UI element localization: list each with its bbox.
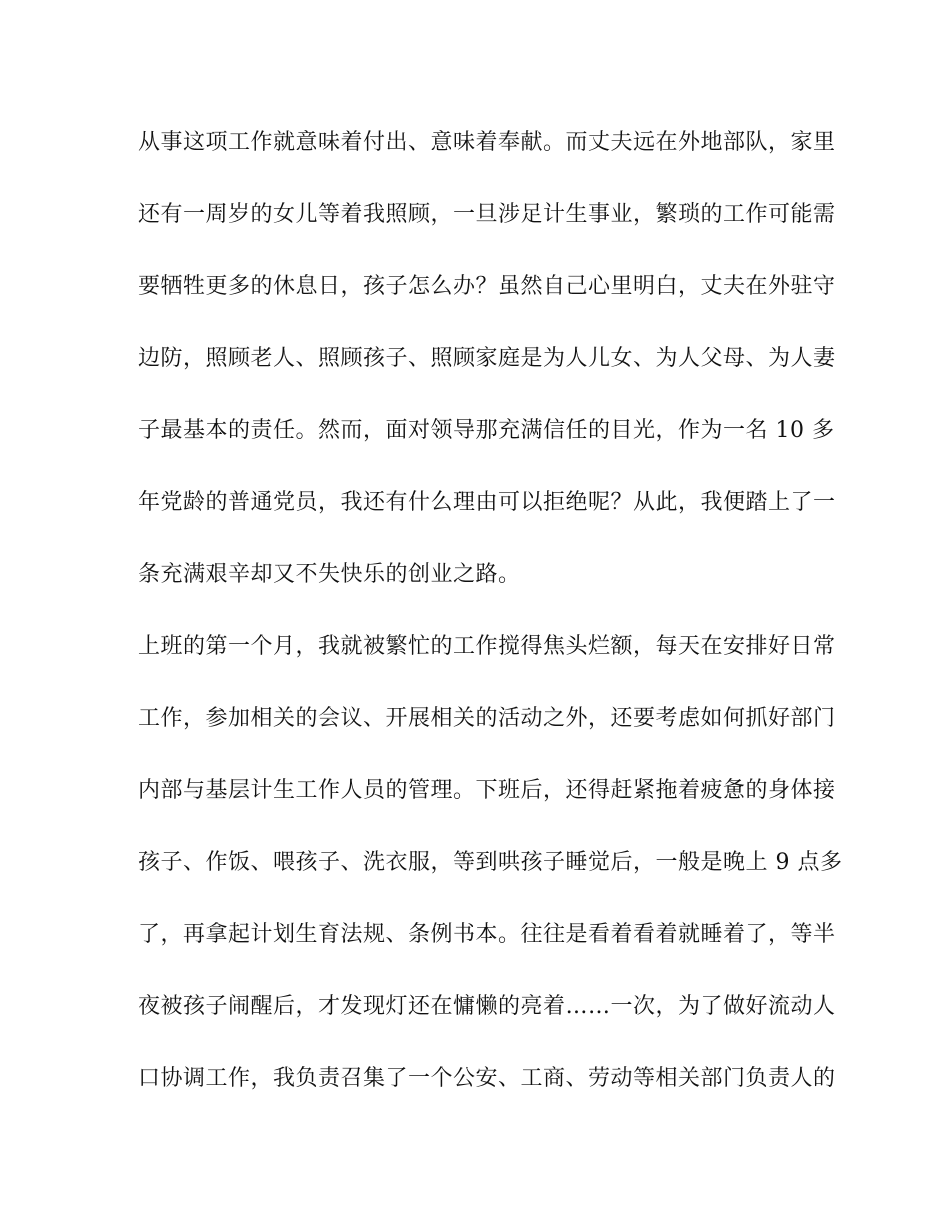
text-line-5: 子最基本的责任。然而，面对领导那充满信任的目光，作为一名 10 多 — [138, 418, 835, 443]
text-line-2: 还有一周岁的女儿等着我照顾，一旦涉足计生事业，繁琐的工作可能需 — [138, 202, 836, 227]
text-line-9: 工作，参加相关的会议、开展相关的活动之外，还要考虑如何抓好部门 — [138, 706, 836, 731]
text-line-6: 年党龄的普通党员，我还有什么理由可以拒绝呢？从此，我便踏上了一 — [138, 490, 836, 515]
text-line-13: 夜被孩子闹醒后，才发现灯还在慵懒的亮着……一次，为了做好流动人 — [138, 994, 836, 1019]
text-line-7: 条充满艰辛却又不失快乐的创业之路。 — [138, 562, 521, 587]
text-line-10: 内部与基层计生工作人员的管理。下班后，还得赶紧拖着疲惫的身体接 — [138, 778, 836, 803]
text-line-8: 上班的第一个月，我就被繁忙的工作搅得焦头烂额，每天在安排好日常 — [138, 634, 836, 659]
text-line-1: 从事这项工作就意味着付出、意味着奉献。而丈夫远在外地部队，家里 — [138, 130, 836, 155]
text-line-11: 孩子、作饭、喂孩子、洗衣服，等到哄孩子睡觉后，一般是晚上 9 点多 — [138, 850, 843, 875]
text-line-12: 了，再拿起计划生育法规、条例书本。往往是看着看着就睡着了，等半 — [138, 922, 836, 947]
text-line-3: 要牺牲更多的休息日，孩子怎么办？虽然自己心里明白，丈夫在外驻守 — [138, 274, 836, 299]
text-line-14: 口协调工作，我负责召集了一个公安、工商、劳动等相关部门负责人的 — [138, 1066, 836, 1091]
text-line-4: 边防，照顾老人、照顾孩子、照顾家庭是为人儿女、为人父母、为人妻 — [138, 346, 836, 371]
